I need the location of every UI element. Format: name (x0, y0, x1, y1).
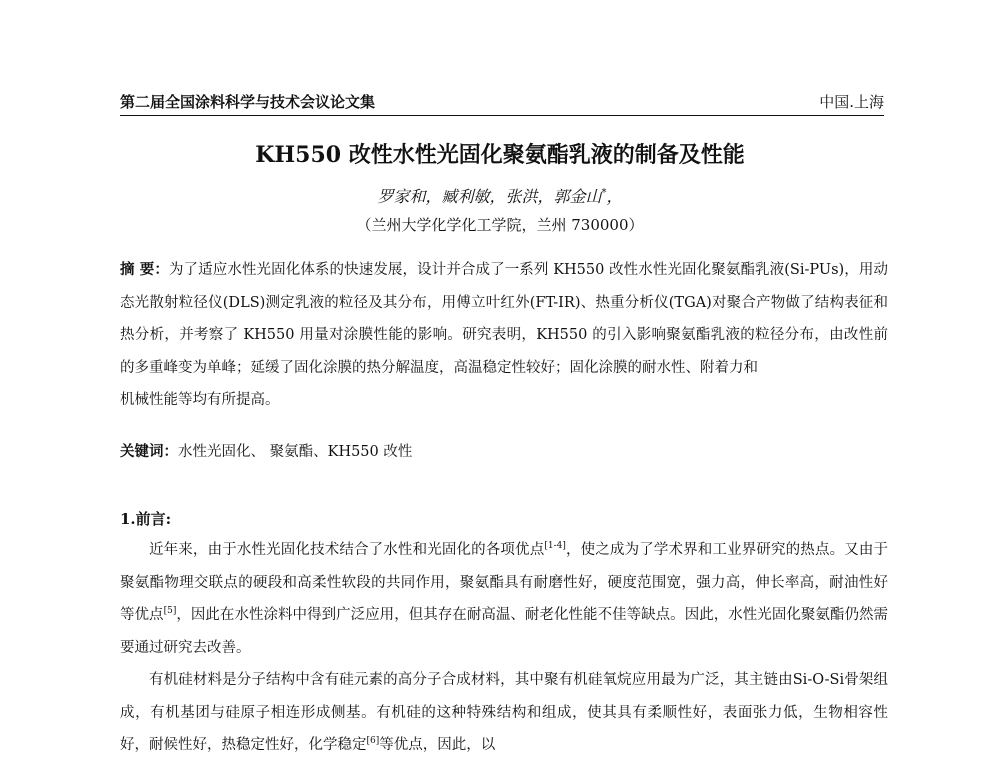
abstract-text-end: 机械性能等均有所提高。 (120, 392, 280, 408)
p2-text-b: 等优点，因此，以 (379, 737, 496, 753)
citation-ref[interactable]: [1-4] (544, 541, 566, 552)
keywords-label: 关键词： (120, 443, 178, 460)
p1-text-b: ，使之成为了学术界和工业界研究的热点。又由于聚氨酯物理交联点的硬段和高柔性软段的共同作用，聚氨酯具有耐磨性好，硬度范围宽，强力高，伸长率高，耐油性好等优点 (120, 542, 889, 623)
affiliation: （兰州大学化学化工学院，兰州 730000） (356, 216, 644, 234)
p1-text-c: ，因此在水性涂料中得到广泛应用，但其存在耐高温、耐老化性能不佳等缺点。因此，水性光固化聚氨酯仍然需要通过研究去改善。 (120, 607, 889, 656)
paragraph-2 (120, 664, 888, 762)
citation-ref[interactable]: [6] (366, 736, 380, 747)
citation-ref[interactable]: [5] (163, 606, 177, 617)
keywords (120, 440, 412, 461)
authors (0, 184, 1000, 207)
p1-text-a: 近年来，由于水性光固化技术结合了水性和光固化的各项优点 (149, 542, 545, 558)
body-text (120, 534, 888, 762)
running-header (120, 86, 884, 116)
paper-title: KH550 改性水性光固化聚氨酯乳液的制备及性能 (255, 142, 745, 168)
header-journal: 第二届全国涂料科学与技术会议论文集 (120, 93, 376, 111)
abstract-label: 摘 要： (120, 261, 169, 278)
p2-text-a: 有机硅材料是分子结构中含有硅元素的高分子合成材料，其中聚有机硅氧烷应用最为广泛，其主链由Si-O-Si骨架组成，有机基团与硅原子相连形成侧基。有机硅的这种特殊结构和组成，使其具有柔顺性好，表面张力低，生物相容性好，耐候性好，热稳定性好，化学稳定 (120, 672, 888, 753)
corresponding-mark: * (601, 187, 607, 199)
header-location: 中国.上海 (819, 93, 884, 111)
author-list: 罗家和，臧利敏，张洪，郭金山 (377, 187, 602, 206)
abstract-text: 为了适应水性光固化体系的快速发展，设计并合成了一系列 KH550 改性水性光固化聚氨酯乳液(Si-PUs)，用动态光散射粒径仪(DLS)测定乳液的粒径及其分布，用傅立叶红外(FT-IR)、热重分析仪(TGA)对聚合产物做了结构表征和热分析，并考察了 KH550 用量对涂膜性能的影响。研究表明，KH550 的引入影响聚氨酯乳液的粒径分布，由改性前的多重峰变为单峰；延缓了固化涂膜的热分解温度，高温稳定性较好；固化涂膜的耐水性、附着力和 (120, 262, 888, 376)
paragraph-1 (120, 534, 888, 664)
abstract (120, 254, 888, 417)
section-heading: 1.前言: (120, 510, 172, 528)
author-suffix: ， (606, 187, 623, 206)
keywords-text: 水性光固化、 聚氨酯、KH550 改性 (178, 444, 413, 460)
